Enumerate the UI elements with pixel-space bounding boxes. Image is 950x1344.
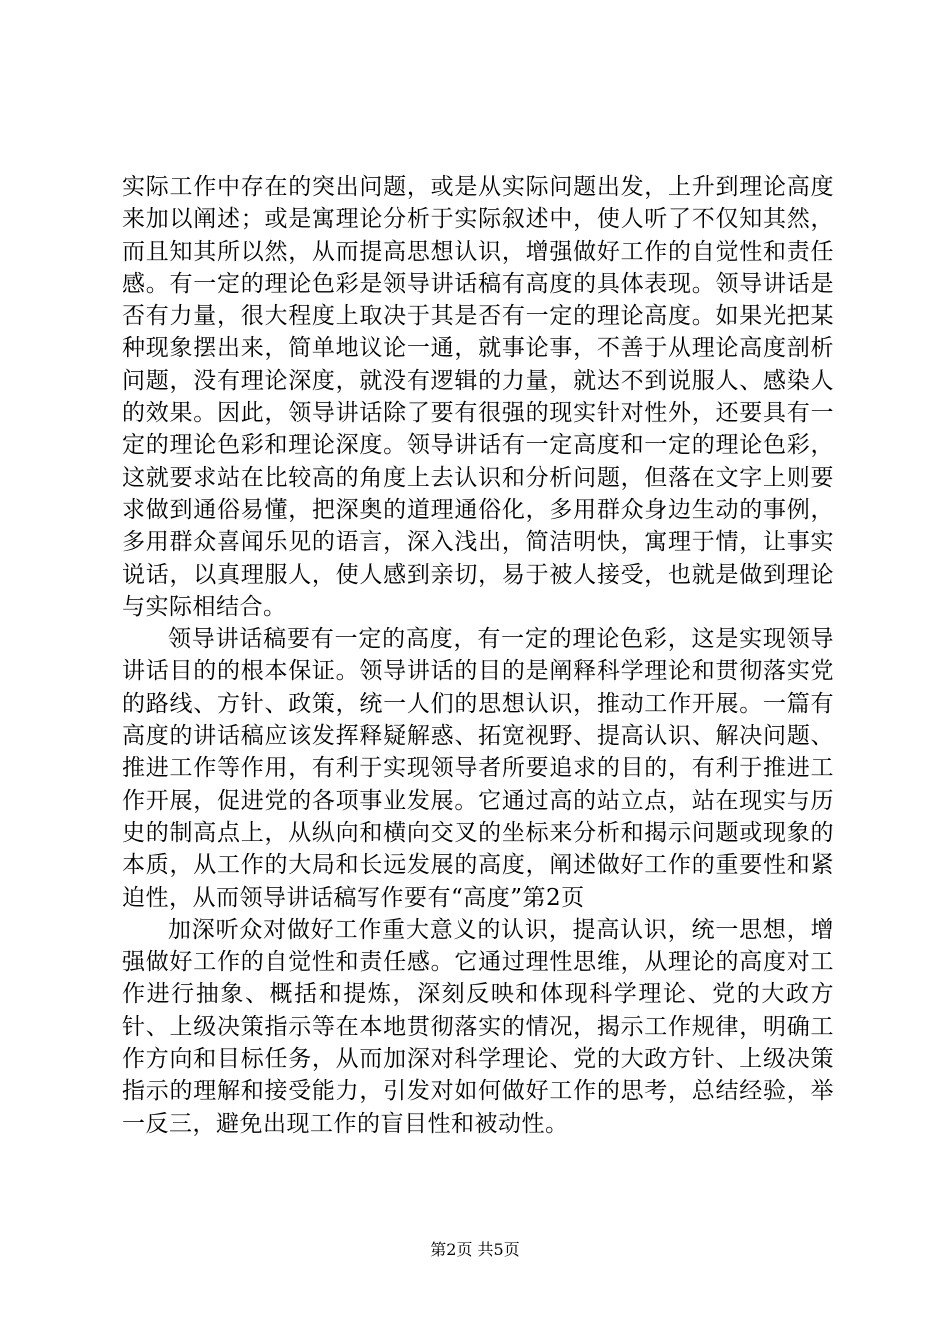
document-body <box>122 171 834 1140</box>
paragraph-2: 领导讲话稿要有一定的高度，有一定的理论色彩，这是实现领导讲话目的的根本保证。领导讲话的目的是阐释科学理论和贯彻落实党的路线、方针、政策，统一人们的思想认识，推动工作开展。一篇有高度的讲话稿应该发挥释疑解惑、拓宽视野、提高认识、解决问题、推进工作等作用，有利于实现领导者所要追求的目的，有利于推进工作开展，促进党的各项事业发展。它通过高的站立点，站在现实与历史的制高点上，从纵向和横向交叉的坐标来分析和揭示问题或现象的本质，从工作的大局和长远发展的高度，阐述做好工作的重要性和紧迫性，从而领导讲话稿写作要有“高度”第2页 <box>122 626 834 911</box>
paragraph-3: 加深听众对做好工作重大意义的认识，提高认识，统一思想，增强做好工作的自觉性和责任感。它通过理性思维，从理论的高度对工作进行抽象、概括和提炼，深刻反映和体现科学理论、党的大政方针、上级决策指示等在本地贯彻落实的情况，揭示工作规律，明确工作方向和目标任务，从而加深对科学理论、党的大政方针、上级决策指示的理解和接受能力，引发对如何做好工作的思考，总结经验，举一反三，避免出现工作的盲目性和被动性。 <box>122 916 834 1137</box>
paragraph-1: 实际工作中存在的突出问题，或是从实际问题出发，上升到理论高度来加以阐述；或是寓理论分析于实际叙述中，使人听了不仅知其然，而且知其所以然，从而提高思想认识，增强做好工作的自觉性和责任感。有一定的理论色彩是领导讲话稿有高度的具体表现。领导讲话是否有力量，很大程度上取决于其是否有一定的理论高度。如果光把某种现象摆出来，简单地议论一通，就事论事，不善于从理论高度剖析问题，没有理论深度，就没有逻辑的力量，就达不到说服人、感染人的效果。因此，领导讲话除了要有很强的现实针对性外，还要具有一定的理论色彩和理论深度。领导讲话有一定高度和一定的理论色彩，这就要求站在比较高的角度上去认识和分析问题，但落在文字上则要求做到通俗易懂，把深奥的道理通俗化，多用群众身边生动的事例，多用群众喜闻乐见的语言，深入浅出，简洁明快，寓理于情，让事实说话，以真理服人，使人感到亲切，易于被人接受，也就是做到理论与实际相结合。 <box>122 174 834 620</box>
page-footer: 第2页 共5页 <box>430 1240 520 1259</box>
